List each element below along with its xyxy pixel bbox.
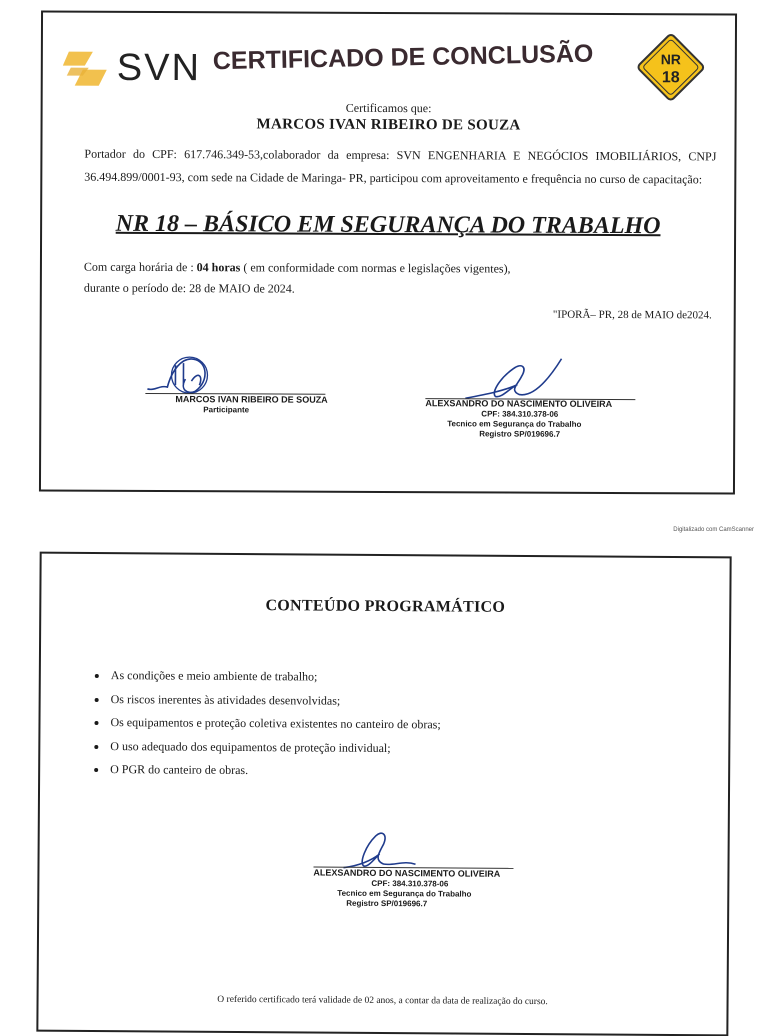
svg-text:18: 18 (661, 69, 680, 87)
participant-role: Participante (203, 405, 250, 415)
program-list (92, 664, 441, 784)
scan-watermark: Digitalizado com CamScanner (673, 527, 754, 533)
program-signer-name: ALEXSANDRO DO NASCIMENTO OLIVEIRA (313, 867, 501, 879)
validity-text: O referido certificado terá validade de 02 anos, a contar da data de realização do curso. (217, 994, 548, 1008)
intro-text: Certificamos que: (345, 100, 432, 116)
program-page (36, 552, 731, 1036)
instructor-signature-icon (461, 354, 571, 404)
program-signer-registry: Registro SP/019696.7 (346, 898, 428, 909)
list-item: • Os equipamentos e proteção coletiva existentes no canteiro de obras; (108, 711, 440, 737)
recipient-name: MARCOS IVAN RIBEIRO DE SOUZA (256, 116, 521, 134)
load-suffix: ( em conformidade com normas e legislações vigentes), (240, 260, 511, 276)
logo-text: SVN (116, 46, 202, 90)
list-item: • O uso adequado dos equipamentos de proteção individual; (108, 735, 440, 761)
certificate-body: Portador do CPF: 617.746.349-53,colaborador da empresa: SVN ENGENHARIA E NEGÓCIOS IMOBILIÁRIOS, CNPJ 36.494.899/0001-93, com sede na Cidade de Maringa- PR, participou com aproveitamento e frequência no curso de capacitação: (84, 146, 717, 187)
course-title: NR 18 – BÁSICO EM SEGURANÇA DO TRABALHO (115, 210, 661, 240)
program-signer-role: Tecnico em Segurança do Trabalho (337, 888, 472, 899)
nr18-badge-icon (633, 29, 709, 105)
svg-text:NR: NR (660, 51, 681, 68)
svn-logo (63, 47, 201, 91)
workload-text (84, 257, 511, 301)
load-prefix: Com carga horária de : (83, 259, 197, 275)
instructor-registry: Registro SP/019696.7 (479, 429, 561, 439)
place-date: "IPORÃ– PR, 28 de MAIO de2024. (552, 308, 712, 322)
list-item: • Os riscos inerentes às atividades desenvolvidas; (109, 688, 441, 714)
certificate-page (39, 10, 737, 494)
program-signer-cpf: CPF: 384.310.378-06 (371, 878, 449, 889)
load-hours: 04 horas (196, 260, 241, 275)
participant-name: MARCOS IVAN RIBEIRO DE SOUZA (175, 394, 328, 405)
program-title: CONTEÚDO PROGRAMÁTICO (265, 597, 506, 616)
period-text: durante o período de: 28 de MAIO de 2024. (83, 280, 295, 296)
certificate-title: CERTIFICADO DE CONCLUSÃO (212, 39, 594, 76)
list-item: • As condições e meio ambiente de trabalho; (109, 664, 441, 690)
svn-logo-icon (63, 49, 107, 87)
instructor-role: Tecnico em Segurança do Trabalho (447, 419, 582, 429)
instructor-cpf: CPF: 384.310.378-06 (481, 409, 559, 419)
instructor-name: ALEXSANDRO DO NASCIMENTO OLIVEIRA (425, 398, 613, 409)
list-item: • O PGR do canteiro de obras. (108, 758, 440, 784)
